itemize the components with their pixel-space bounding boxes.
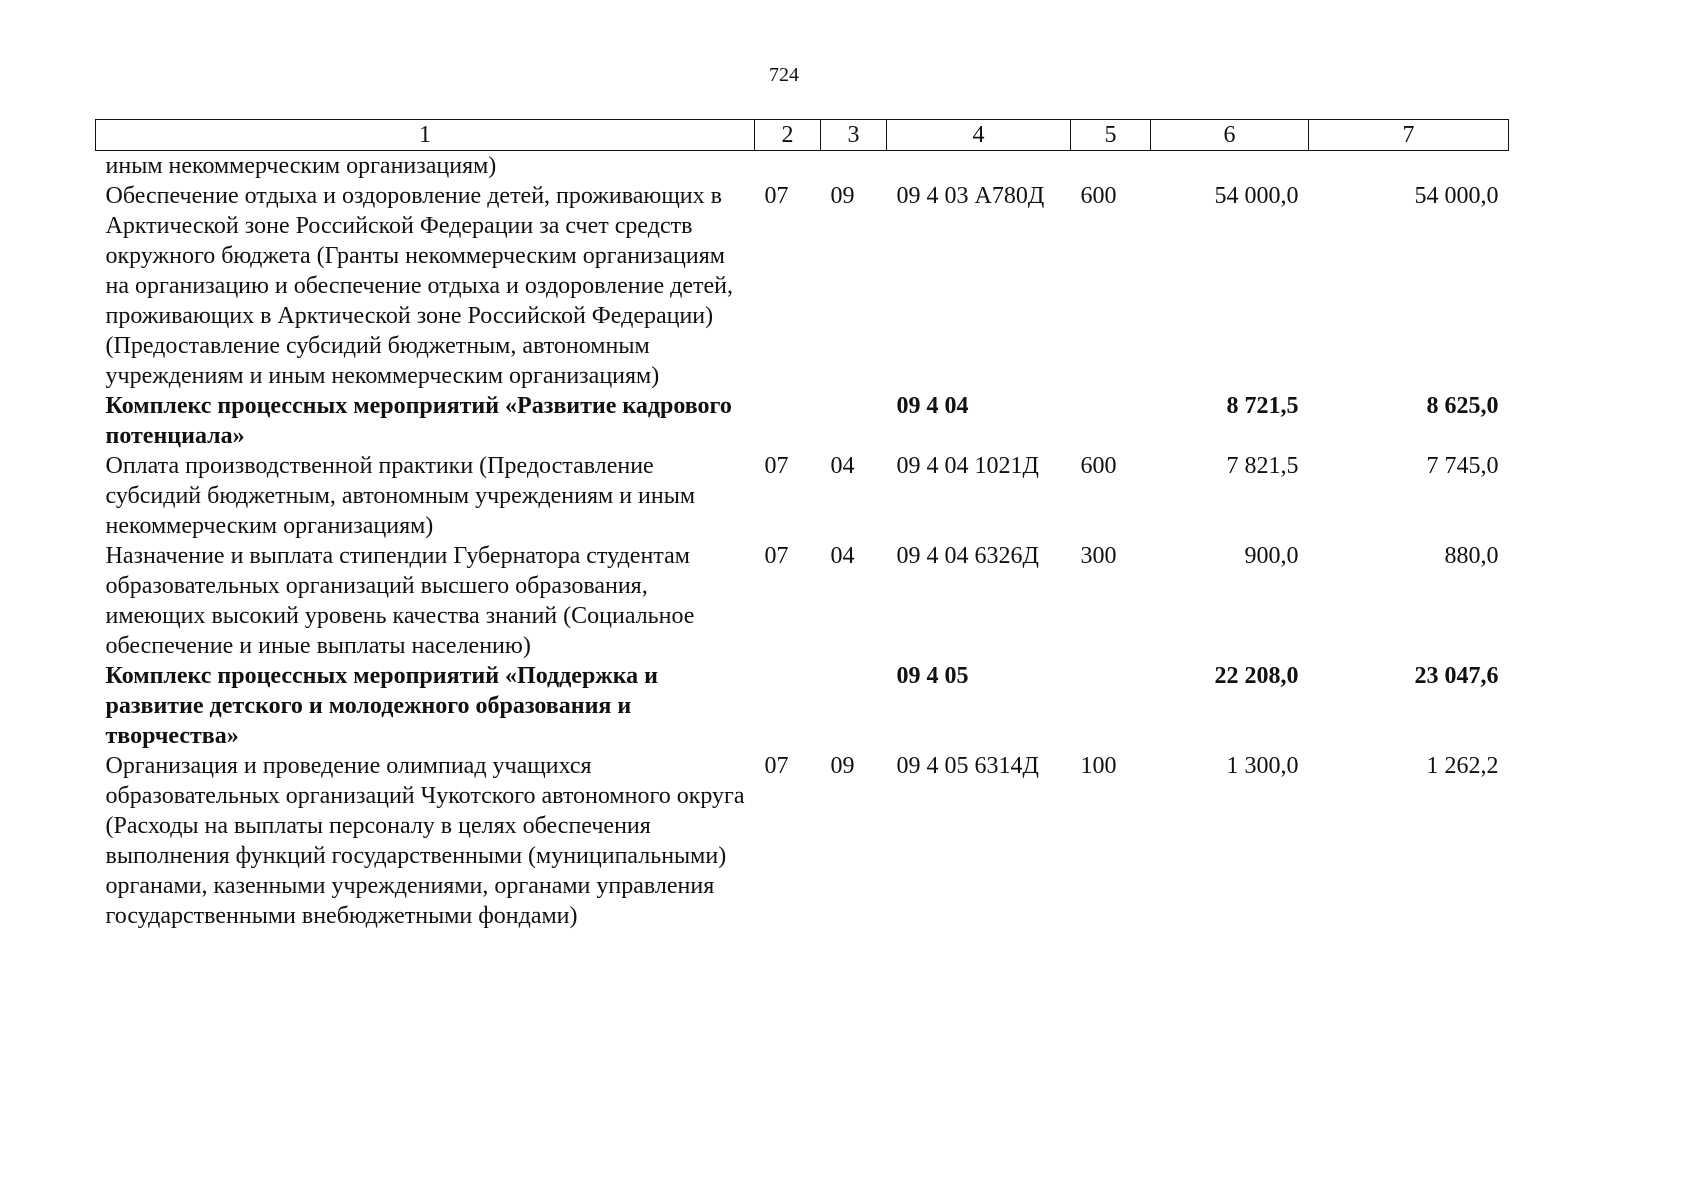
row-value-col6: 900,0 xyxy=(1244,543,1299,569)
header-col-7: 7 xyxy=(1309,120,1509,151)
row-section: 07 xyxy=(764,753,789,779)
row-section xyxy=(755,391,821,451)
row-section: 07 xyxy=(764,183,789,209)
header-col-4: 4 xyxy=(887,120,1071,151)
row-value-col7: 8 625,0 xyxy=(1426,393,1499,419)
row-name: Комплекс процессных мероприятий «Развитие кадрового потенциала» xyxy=(105,393,732,449)
row-subsection xyxy=(821,391,887,451)
row-value-col7: 54 000,0 xyxy=(1414,183,1499,209)
column-number-header xyxy=(96,120,1509,151)
row-value-col7: 880,0 xyxy=(1444,543,1499,569)
row-expense-type xyxy=(1071,151,1151,182)
row-expense-type xyxy=(1071,391,1151,451)
row-section xyxy=(755,151,821,182)
row-subsection: 09 xyxy=(830,183,855,209)
header-col-3: 3 xyxy=(821,120,887,151)
row-value-col6: 7 821,5 xyxy=(1226,453,1299,479)
row-target-code: 09 4 04 1021Д xyxy=(896,453,1039,479)
row-target-code: 09 4 03 А780Д xyxy=(896,183,1045,209)
table-row xyxy=(96,451,1509,541)
row-expense-type: 600 xyxy=(1080,453,1117,479)
row-expense-type: 100 xyxy=(1080,753,1117,779)
header-col-1: 1 xyxy=(96,120,755,151)
table-row-group-total xyxy=(96,391,1509,451)
row-name: Обеспечение отдыха и оздоровление детей, проживающих в Арктической зоне Российской Федерации за счет средств окружного бюджета (Гранты некоммерческим организациям на организацию и обеспечение отдыха и оздоровление детей, проживающих в Арктической зоне Российской Федерации) (Предоставление субсидий бюджетным, автономным учреждениям и иным некоммерческим организациям) xyxy=(105,183,733,389)
row-section: 07 xyxy=(764,453,789,479)
row-subsection: 04 xyxy=(830,543,855,569)
row-value-col6: 54 000,0 xyxy=(1214,183,1299,209)
row-target-code: 09 4 05 6314Д xyxy=(896,753,1039,779)
row-value-col7: 7 745,0 xyxy=(1426,453,1499,479)
header-col-2: 2 xyxy=(755,120,821,151)
row-subsection xyxy=(821,151,887,182)
row-name: Назначение и выплата стипендии Губернатора студентам образовательных организаций высшего образования, имеющих высокий уровень качества знаний (Социальное обеспечение и иные выплаты населению) xyxy=(105,543,695,659)
row-section: 07 xyxy=(764,543,789,569)
row-name: Оплата производственной практики (Предоставление субсидий бюджетным, автономным учреждениям и иным некоммерческим организациям) xyxy=(105,453,696,539)
row-target-code: 09 4 05 xyxy=(896,663,969,689)
row-target-code: 09 4 04 xyxy=(896,393,969,419)
row-expense-type xyxy=(1071,661,1151,751)
table-row xyxy=(96,541,1509,661)
header-col-5: 5 xyxy=(1071,120,1151,151)
table-row xyxy=(96,181,1509,391)
row-name: Комплекс процессных мероприятий «Поддержка и развитие детского и молодежного образования и творчества» xyxy=(105,663,658,749)
row-value-col6: 1 300,0 xyxy=(1226,753,1299,779)
table-row xyxy=(96,751,1509,931)
row-value-col7 xyxy=(1309,151,1509,182)
row-name: Организация и проведение олимпиад учащихся образовательных организаций Чукотского автономного округа (Расходы на выплаты персоналу в целях обеспечения выполнения функций государственными (муниципальными) органами, казенными учреждениями, органами управления государственными внебюджетными фондами) xyxy=(105,753,745,929)
table-row xyxy=(96,151,1509,182)
table-row-group-total xyxy=(96,661,1509,751)
row-target-code xyxy=(887,151,1071,182)
page-number: 724 xyxy=(769,64,799,86)
header-col-6: 6 xyxy=(1151,120,1309,151)
budget-table xyxy=(95,119,1509,931)
row-section xyxy=(755,661,821,751)
row-value-col6 xyxy=(1151,151,1309,182)
row-value-col7: 1 262,2 xyxy=(1426,753,1499,779)
row-target-code: 09 4 04 6326Д xyxy=(896,543,1039,569)
row-subsection: 04 xyxy=(830,453,855,479)
row-value-col7: 23 047,6 xyxy=(1414,663,1499,689)
row-expense-type: 300 xyxy=(1080,543,1117,569)
row-name: иным некоммерческим организациям) xyxy=(105,153,497,179)
row-expense-type: 600 xyxy=(1080,183,1117,209)
row-value-col6: 8 721,5 xyxy=(1226,393,1299,419)
row-subsection: 09 xyxy=(830,753,855,779)
row-value-col6: 22 208,0 xyxy=(1214,663,1299,689)
row-subsection xyxy=(821,661,887,751)
